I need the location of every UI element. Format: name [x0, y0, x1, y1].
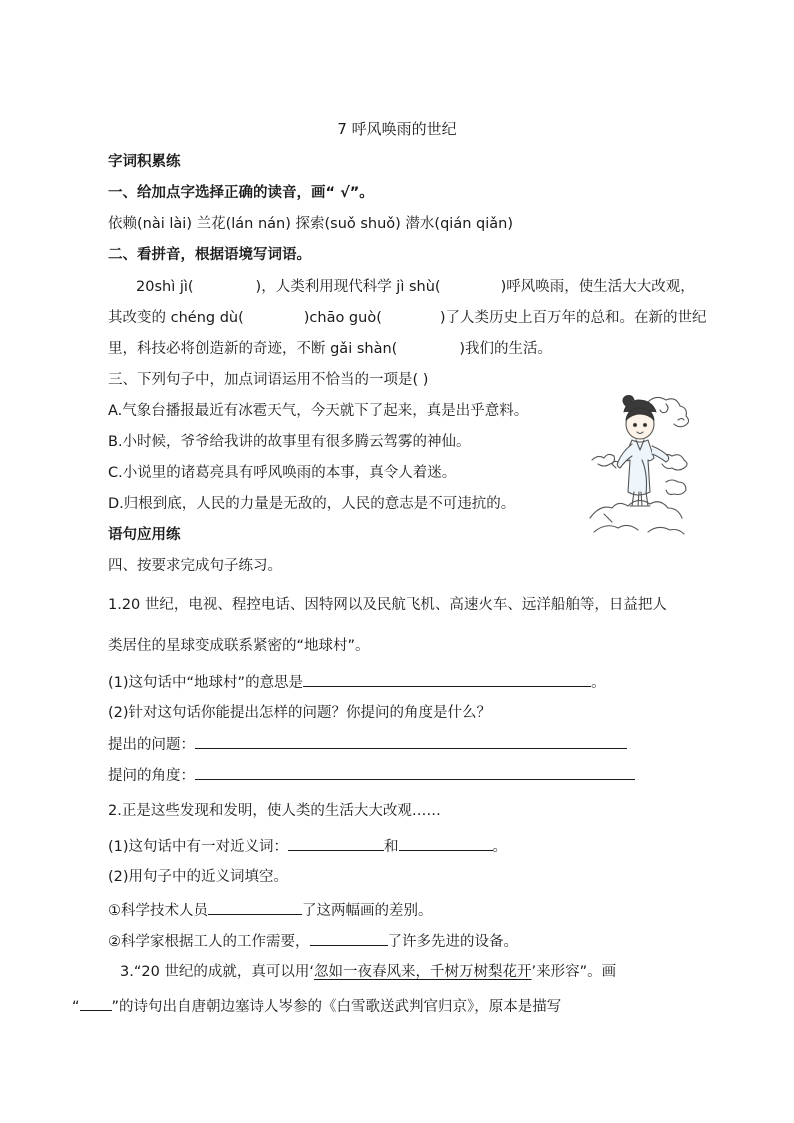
page-title: 7 呼风唤雨的世纪 [337, 120, 457, 138]
option-b: B.小时候，爷爷给我讲的故事里有很多腾云驾雾的神仙。 [108, 434, 471, 450]
question-2-heading: 二、看拼音，根据语境写词语。 [108, 247, 311, 263]
sentence-1-question-1: (1)这句话中“地球村”的意思是 。 [108, 672, 606, 693]
answer-line[interactable] [303, 672, 591, 687]
answer-line[interactable] [288, 836, 384, 851]
question-1-heading: 一、给加点字选择正确的读音，画“ √”。 [108, 185, 374, 201]
question-4-heading: 四、按要求完成句子练习。 [108, 558, 282, 574]
sentence-3-line-1: 3.“20 世纪的成就，真可以用‘忽如一夜春风来，千树万树梨花开’来形容”。画 [120, 964, 617, 980]
option-d: D.归根到底，人民的力量是无敌的，人民的意志是不可违抗的。 [108, 496, 516, 512]
question-2-line-3: 里，科技必将创造新的奇迹，不断 gǎi shàn( )我们的生活。 [108, 341, 552, 357]
option-a: A.气象台播报最近有冰雹天气，今天就下了起来，真是出乎意料。 [108, 403, 529, 419]
answer-line[interactable] [399, 836, 493, 851]
answer-line[interactable] [195, 765, 635, 780]
option-c: C.小说里的诸葛亮具有呼风唤雨的本事，真令人着迷。 [108, 465, 457, 481]
question-2-line-2: 其改变的 chéng dù( )chāo guò( )了人类历史上百万年的总和。在新的世纪 [108, 310, 707, 326]
sentence-1-line-1: 1.20 世纪，电视、程控电话、因特网以及民航飞机、高速火车、远洋船舶等，日益把人 [108, 597, 667, 613]
question-1-items: 依赖(nài lài) 兰花(lán nán) 探索(suǒ shuǒ) 潜水(qián qiǎn) [108, 216, 513, 232]
question-2-line-1: 20shì jì( )，人类利用现代科学 jì shù( )呼风唤雨，使生活大大改观， [136, 279, 695, 295]
question-angle-row: 提问的角度： [108, 765, 635, 786]
answer-line[interactable] [208, 900, 302, 915]
ask-question-row: 提出的问题： [108, 734, 627, 755]
child-illustration [588, 390, 692, 536]
answer-line[interactable] [195, 734, 627, 749]
fill-item-2: ②科学家根据工人的工作需要， 了许多先进的设备。 [108, 931, 518, 952]
answer-line[interactable] [310, 931, 388, 946]
sentence-2: 2.正是这些发现和发明，使人类的生活大大改观…… [108, 803, 441, 819]
sentence-1-question-2: (2)针对这句话你能提出怎样的问题？你提问的角度是什么？ [108, 705, 492, 721]
sentence-1-line-2: 类居住的星球变成联系紧密的“地球村”。 [108, 638, 370, 654]
section-heading-vocabulary: 字词积累练 [108, 154, 181, 170]
sentence-2-question-2: (2)用句子中的近义词填空。 [108, 869, 289, 885]
poem-line: 忽如一夜春风来，千树万树梨花开 [314, 964, 532, 980]
question-3-heading: 三、下列句子中，加点词语运用不恰当的一项是( ) [108, 372, 429, 388]
sentence-2-question-1: (1)这句话中有一对近义词： 和 。 [108, 836, 507, 857]
section-heading-sentences: 语句应用练 [108, 527, 181, 543]
fill-item-1: ①科学技术人员 了这两幅画的差别。 [108, 900, 433, 921]
sentence-3-line-2: “ ”的诗句出自唐朝边塞诗人岑参的《白雪歌送武判官归京》，原本是描写 [72, 996, 561, 1017]
answer-line[interactable] [80, 996, 112, 1011]
